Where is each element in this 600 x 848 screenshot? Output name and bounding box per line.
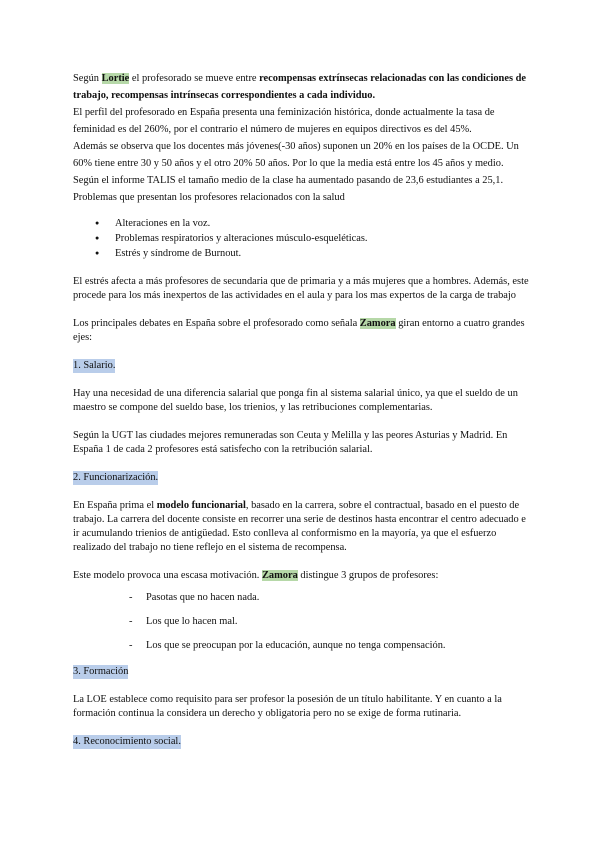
author-zamora-highlight: Zamora [262,570,298,581]
paragraph-stress: El estrés afecta a más profesores de secundaria que de primaria y a más mujeres que a hombres. Además, este procede para los más inexpertos de las actividades en el aula y para los mas expertos de la carga de trabajo [73,276,529,301]
list-item: ● Problemas respiratorios y alteraciones músculo-esqueléticas. [95,231,530,246]
health-problems-list [73,216,530,261]
text: distingue 3 grupos de profesores: [297,570,439,581]
heading-reconocimiento: 4. Reconocimiento social. [73,736,181,747]
heading-formacion: 3. Formación [73,666,129,677]
author-zamora-highlight: Zamora [359,318,396,329]
paragraph-salary: Hay una necesidad de una diferencia salarial que ponga fin al sistema salarial único, ya que el sueldo de un maestro se compone del sueldo base, los trienios, y las retribuciones complementarias. [73,388,518,413]
paragraph-model [73,499,530,555]
paragraph-age: Además se observa que los docentes más jóvenes(-30 años) suponen un 20% en los países de la OCDE. Un 60% tiene entre 30 y 50 años y el otro 20% 50 años. Por lo que la media está entre los 45 años y medio. [73,141,519,169]
text: , basado en la carrera, sobre el contractual, basado en el puesto de trabajo. La carrera del docente consiste en recorrer una serie de destinos hasta encontrar el centro adecuado e ir acumulando trienios de antigüedad. Esto conlleva al conformismo en la mayoría, ya que el esfuerzo realizado del trabajo no tiene reflejo en el sistema de recompensa. [73,500,526,553]
bold-text: modelo funcionarial [156,500,246,511]
paragraph-ugt: Según la UGT las ciudades mejores remuneradas son Ceuta y Melilla y las peores Asturias y Madrid. En España 1 de cada 2 profesores está satisfecho con la retribución salarial. [73,430,508,455]
text: giran entorno a cuatro grandes ejes: [73,318,525,343]
paragraph-lortie [73,70,530,104]
text: En España prima el [73,500,157,511]
list-item: ● Alteraciones en la voz. [95,216,530,231]
paragraph-health-intro: Problemas que presentan los profesores relacionados con la salud [73,192,345,203]
paragraph-debates [73,317,530,345]
list-item: - Pasotas que no hacen nada. [129,591,530,605]
author-lortie-highlight: Lortie [101,73,130,84]
list-item: - Los que se preocupan por la educación, aunque no tenga compensación. [129,639,530,653]
text: el profesorado se mueve entre [129,73,260,84]
bold-text: recompensas extrínsecas relacionadas con las condiciones de trabajo, recompensas intrínsecas correspondientes a cada individuo. [73,73,526,101]
heading-funcionarizacion: 2. Funcionarización. [73,472,159,483]
paragraph-motivation [73,569,530,583]
text: Este modelo provoca una escasa motivación. [73,570,262,581]
text: Los principales debates en España sobre el profesorado como señala [73,318,360,329]
list-item: - Los que lo hacen mal. [129,615,530,629]
paragraph-feminization: El perfil del profesorado en España presenta una feminización histórica, donde actualmente la tasa de feminidad es del 260%, por el contrario el número de mujeres en equipos directivos es del 45%. [73,107,495,135]
text: Según [73,73,102,84]
paragraph-loe: La LOE establece como requisito para ser profesor la posesión de un título habilitante. Y en cuanto a la formación continua la considera un derecho y obligatoria pero no se exige de forma rutinaria. [73,694,502,719]
heading-salario: 1. Salario. [73,360,116,371]
paragraph-talis: Según el informe TALIS el tamaño medio de la clase ha aumentado pasando de 23,6 estudiantes a 25,1. [73,175,504,186]
list-item: ● Estrés y síndrome de Burnout. [95,246,530,261]
teacher-groups-list [73,591,530,653]
